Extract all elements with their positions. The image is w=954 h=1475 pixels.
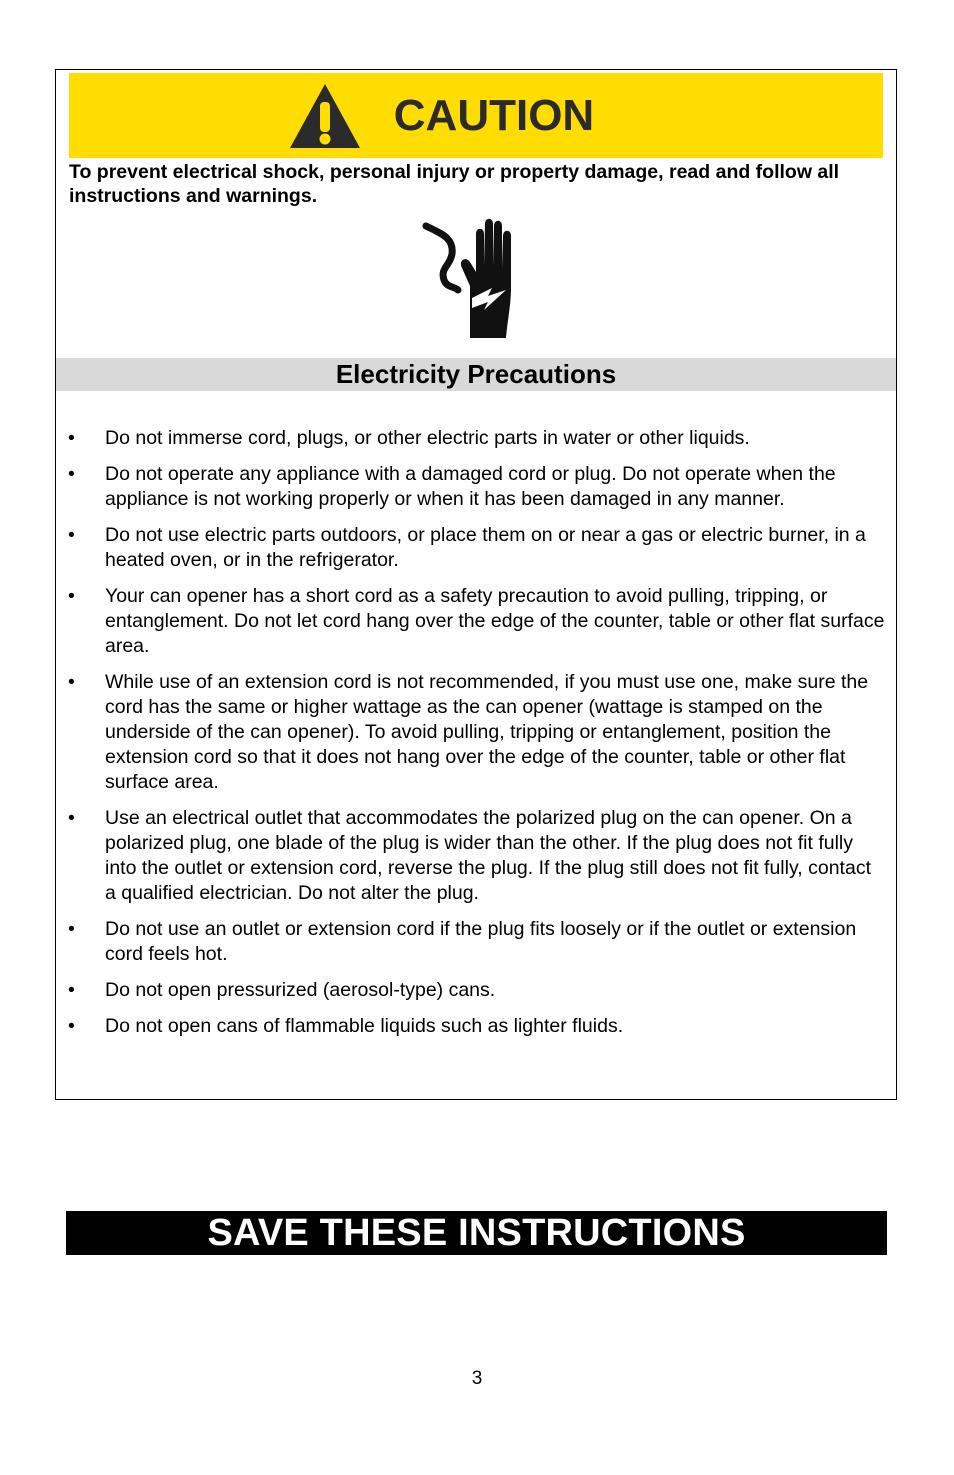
list-item-text: While use of an extension cord is not recommended, if you must use one, make sure the cord has the same or higher wattage as the can opener (wattage is stamped on the underside of the can opener). To avoid pulling, tripping or entanglement, position the extension cord so that it does not hang over the edge of the counter, table or other flat surface area. (105, 671, 869, 793)
list-item (56, 917, 896, 967)
list-item-text: Do not open pressurized (aerosol-type) cans. (105, 979, 496, 1001)
list-item (56, 523, 896, 573)
bullet-icon: • (68, 1015, 75, 1037)
bullet-icon: • (68, 524, 75, 546)
list-item-text: Do not use an outlet or extension cord if the plug fits loosely or if the outlet or extension cord feels hot. (105, 918, 857, 965)
list-item (56, 1014, 896, 1039)
bullet-icon: • (68, 979, 75, 1001)
list-item (56, 584, 896, 659)
precautions-list (56, 426, 896, 1050)
warning-triangle-icon (288, 82, 362, 150)
bullet-icon: • (68, 585, 75, 607)
bullet-icon: • (68, 463, 75, 485)
bullet-icon: • (68, 671, 75, 693)
list-item-text: Use an electrical outlet that accommodates the polarized plug on the can opener. On a polarized plug, one blade of the plug is wider than the other. If the plug does not fit fully into the outlet or extension cord, reverse the plug. If the plug still does not fit fully, contact a qualified electrician. Do not alter the plug. (105, 807, 871, 904)
list-item (56, 670, 896, 795)
list-item-text: Do not operate any appliance with a damaged cord or plug. Do not operate when the appliance is not working properly or when it has been damaged in any manner. (105, 463, 836, 510)
electrical-shock-hand-icon (422, 216, 537, 346)
list-item (56, 462, 896, 512)
caution-banner-content (288, 82, 594, 150)
page-number: 3 (471, 1368, 483, 1389)
caution-lead-text: To prevent electrical shock, personal injury or property damage, read and follow all instructions and warnings. (69, 161, 840, 207)
caution-banner (69, 73, 883, 158)
bullet-icon: • (68, 807, 75, 829)
bullet-icon: • (68, 918, 75, 940)
caution-box (55, 69, 897, 1100)
caution-banner-word: CAUTION (393, 90, 595, 140)
section-heading: Electricity Precautions (56, 358, 896, 391)
list-item (56, 978, 896, 1003)
list-item-text: Your can opener has a short cord as a safety precaution to avoid pulling, tripping, or entanglement. Do not let cord hang over the edge of the counter, table or other flat surface area. (105, 585, 885, 657)
list-item (56, 426, 896, 451)
list-item (56, 806, 896, 906)
save-instructions-bar: SAVE THESE INSTRUCTIONS (66, 1211, 887, 1255)
list-item-text: Do not use electric parts outdoors, or place them on or near a gas or electric burner, in a heated oven, or in the refrigerator. (105, 524, 866, 571)
bullet-icon: • (68, 427, 75, 449)
list-item-text: Do not open cans of flammable liquids such as lighter fluids. (105, 1015, 624, 1037)
list-item-text: Do not immerse cord, plugs, or other electric parts in water or other liquids. (105, 427, 750, 449)
